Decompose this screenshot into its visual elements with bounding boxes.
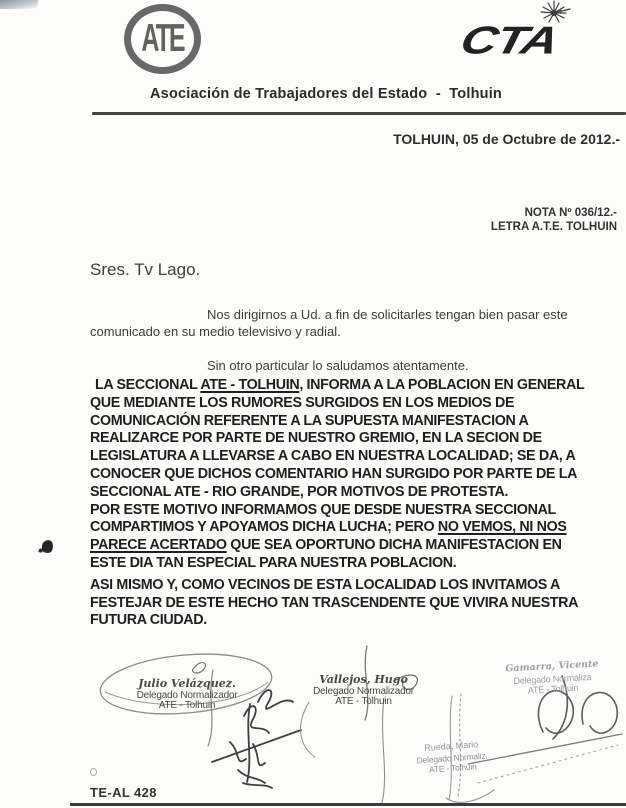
body-line: PARECE ACERTADO QUE SEA OPORTUNO DICHA MANIFESTACION EN [90,537,562,554]
letra-line: LETRA A.T.E. TOLHUIN [490,221,617,233]
signer-name: Rueda, Mario [423,739,479,753]
date-line: TOLHUIN, 05 de Octubre de 2012.- [393,131,620,147]
footer-divider [70,803,626,806]
body-line: LEGISLATURA A LLEVARSE A CABO EN NUESTRA LOCALIDAD; SE DA, A [90,448,576,465]
body-line: FUTURA CIUDAD. [90,612,207,629]
intro-line-1: Nos dirigirnos a Ud. a fin de solicitarles tengan bien pasar este [207,307,568,322]
body-line: CONOCER QUE DICHOS COMENTARIO HAN SURGIDO POR PARTE DE LA [90,465,578,482]
ink-blob-mark [41,539,55,554]
signature-block-3 [494,659,611,697]
signer-name: Julio Velázquez. [138,677,236,690]
signer-org: ATE - Tolhuin [527,682,579,696]
signature-block-1 [112,679,262,712]
closing-line: Sin otro particular lo saludamos atentamente. [207,358,469,373]
signer-role: Delegado Normalizador [313,685,414,697]
signature-block-4 [401,738,503,777]
recipient-line: Sres. Tv Lago. [90,260,201,279]
body-line: POR ESTE MOTIVO INFORMAMOS QUE DESDE NUESTRA SECCIONAL [90,501,556,518]
header-divider [92,112,626,115]
signer-org: ATE - Tolhuin [428,761,477,775]
footer-code: TE-AL 428 [90,785,157,800]
body-line: ASI MISMO Y, COMO VECINOS DE ESTA LOCALIDAD LOS INVITAMOS A [90,576,560,593]
scan-corner-smudge [0,0,38,9]
ate-logo [124,4,201,74]
underlined-text: NO VEMOS, NI NOS [437,519,567,536]
ate-logo-letters: ATE [141,16,184,60]
signer-role: Delegado Normaliza [513,671,592,686]
cta-logo [456,16,596,62]
body-line: QUE MEDIANTE LOS RUMORES SURGIDOS EN LOS MEDIOS DE [90,394,515,411]
body-line: ESTE DIA TAN ESPECIAL PARA NUESTRA POBLACION. [90,554,457,571]
body-line: FESTEJAR DE ESTE HECHO TAN TRASCENDENTE QUE VIVIRA NUESTRA [90,594,579,611]
signer-role: Delegado Normaliz. [416,750,488,765]
underlined-text: ATE - TOLHUIN [200,377,300,393]
signer-name: Gamarra, Vicente [505,658,599,675]
reference-block [491,206,617,234]
body-line: COMPARTIMOS Y APOYAMOS DICHA LUCHA; PERO NO VEMOS, NI NOS [90,519,567,536]
signer-org: ATE - Tolhuin [158,700,216,711]
signer-org: ATE - Tolhuin [335,696,392,707]
communique-body [90,377,626,630]
body-line: COMUNICACIÓN REFERENTE A LA SUPUESTA MANIFESTACION A [90,412,529,429]
body-line: LA SECCIONAL ATE - TOLHUIN, INFORMA A LA POBLACION EN GENERAL [95,377,585,393]
signer-role: Delegado Normalizador [136,689,238,701]
underlined-text: PARECE ACERTADO [90,537,227,554]
organization-title: Asociación de Trabajadores del Estado - Tolhuin [150,86,502,102]
signature-block-2 [296,675,431,708]
intro-line-2: comunicado en su medio televisivo y radial. [90,324,341,339]
body-line: REALIZARCE POR PARTE DE NUESTRO GREMIO, EN LA SECION DE [90,430,542,447]
nota-number: NOTA Nº 036/12.- [524,207,617,219]
signer-name: Vallejos, Hugo [319,673,408,686]
body-line: SECCIONAL ATE - RIO GRANDE, POR MOTIVOS DE PROTESTA. [90,483,509,500]
cta-logo-letters: CTA [456,18,563,63]
